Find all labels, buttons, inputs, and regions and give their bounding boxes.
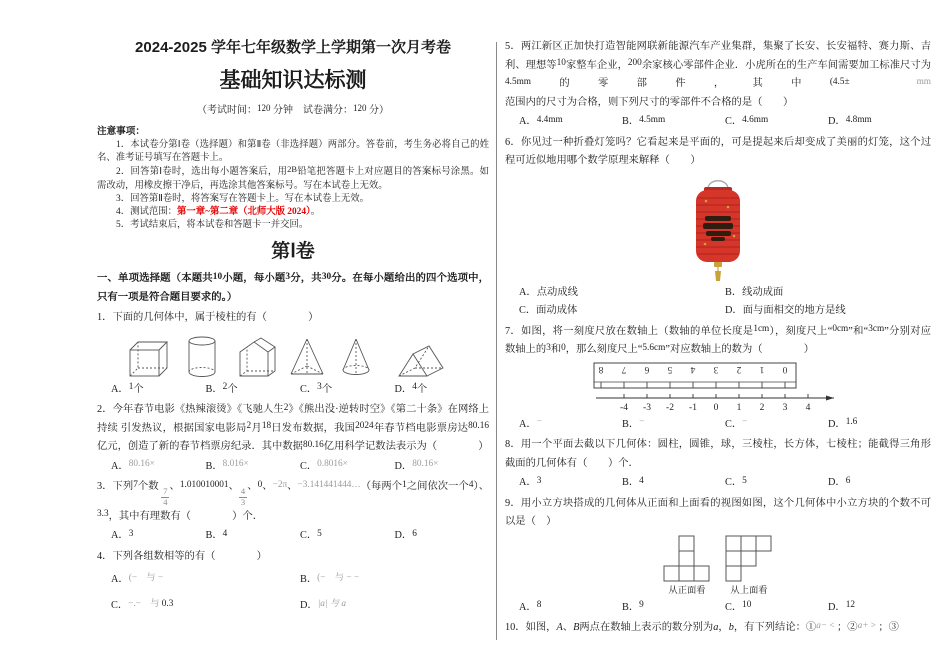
option-d: D．4个	[394, 382, 428, 395]
option-d: D．80.16×	[394, 459, 439, 472]
question-5-text: 5．两江新区正加快打造智能网联新能源汽车产业集群，集聚了长安、长安福特、赛力斯、吉利、理想等10家整车企业，200余家核心零部件企业．小虎所在的生产车间需要加工标准尺寸为4.5mm的零部件，其中(4.5± mm范围内的尺寸为合格，则下列尺寸的零部件不合格的是（ ）	[505, 41, 931, 108]
option-c: C．3个	[300, 382, 333, 395]
cylinder-icon	[189, 337, 215, 377]
right-column	[505, 38, 931, 639]
notice-item-3: 3．回答第Ⅱ卷时，将答案写在答题卡上。写在本试卷上无效。	[116, 193, 370, 204]
notice-item-4: 4．测试范围：第一章~第二章（北师大版 2024）。	[116, 207, 321, 218]
question-7-text: 7．如图，将一刻度尺放在数轴上（数轴的单位长度是1cm），刻度尺上“0cm”和“3cm”分别对应数轴上的3和0，那么刻度尺上“5.6cm”对应数轴上的数为（ ）	[505, 324, 931, 355]
option-a: A．4.4mm	[519, 114, 563, 127]
svg-text:-3: -3	[643, 402, 651, 413]
question-10	[505, 619, 931, 638]
option-a: A．点动成线	[519, 286, 578, 298]
option-b: B．4	[622, 475, 644, 488]
front-view	[663, 535, 711, 598]
cuboid-icon	[130, 342, 167, 376]
q1-solids-figure	[97, 330, 489, 380]
svg-text:4: 4	[690, 363, 696, 374]
section-instructions: 一、单项选择题（本题共10小题，每小题3分，共30分。在每小题给出的四个选项中，只有一项是符合题目要求的。）	[97, 271, 490, 303]
question-9-options	[519, 599, 931, 618]
top-view	[725, 535, 773, 598]
question-8-text: 8．用一个平面去截以下几何体：圆柱，圆锥，球，三棱柱，长方体，七棱柱；能截得三角形截面的几何体有（ ）个．	[505, 439, 931, 469]
question-3-options	[111, 527, 489, 546]
top-view-icon	[725, 535, 773, 583]
notice-item-2: 2．回答第Ⅰ卷时，选出每小题答案后，用2B铅笔把答题卡上对应题目的答案标号涂黑。如需改动，用橡皮擦干净后，再选涂其他答案标号。写在本试卷上无效。	[97, 163, 489, 191]
question-8-options	[519, 474, 931, 493]
option-c: C．4.6mm	[725, 114, 769, 127]
page-title: 2024-2025 学年七年级数学上学期第一次月考卷	[135, 39, 451, 56]
triangular-prism-icon	[399, 346, 443, 376]
exam-info: （考试时间：120 分钟 试卷满分：120 分）	[197, 102, 389, 116]
cone-icon	[343, 339, 369, 375]
option-c: C．−.− 与 0.3	[111, 598, 174, 612]
lantern-image	[678, 174, 758, 282]
svg-text:1: 1	[736, 402, 742, 413]
option-a: A．1个	[111, 382, 144, 395]
svg-text:3: 3	[713, 363, 719, 374]
option-d: D．6	[394, 528, 417, 542]
ruler-numberline-figure	[505, 361, 931, 415]
svg-text:4: 4	[805, 402, 811, 413]
option-d: D．6	[828, 475, 851, 488]
svg-text:3: 3	[782, 402, 788, 413]
option-b: B．−	[622, 417, 645, 430]
question-4-text: 4．下列各组数相等的有（ ）	[97, 550, 267, 562]
question-1-text: 1．下面的几何体中，属于棱柱的有（ ）	[97, 312, 319, 324]
question-10-text: 10．如图，A、B两点在数轴上表示的数分别为a，b，有下列结论：①a− < ；②a+ > ；③	[505, 620, 899, 633]
question-7	[505, 323, 931, 435]
number-line-icon	[596, 394, 834, 413]
question-2-options	[111, 458, 489, 477]
column-divider	[496, 42, 497, 640]
option-c: C．5	[300, 528, 322, 542]
question-3-text: 3．下列7个数 $\frac{7}{4}$ 、1.010010001、 $\frac{4}{3}$ 、0、−2π、−3.141441444…（每两个1之间依次一个4）、3.3，其中有理数有（ ）个．	[97, 479, 490, 522]
option-b: B．(− 与 − −	[300, 572, 360, 586]
svg-text:0: 0	[782, 363, 788, 374]
volume-title: 第Ⅰ卷	[271, 241, 315, 263]
svg-text:6: 6	[644, 363, 650, 374]
question-6-text: 6．你见过一种折叠灯笼吗？它看起来是平面的，可是提起来后却变成了美丽的灯笼，这个过程可近似地用哪个数学原理来解释（ ）	[505, 136, 931, 166]
question-5	[505, 38, 931, 132]
question-3	[97, 478, 489, 546]
notice-item-1: 1．本试卷分第Ⅰ卷（选择题）和第Ⅱ卷（非选择题）两部分。答卷前，考生务必将自己的姓名、准考证号填写在答题卡上。	[97, 140, 489, 164]
svg-text:2: 2	[759, 402, 765, 413]
notice-item-5: 5．考试结束后，将本试卷和答题卡一并交回。	[116, 220, 309, 231]
option-a: A．3	[111, 528, 134, 542]
option-a: A．(− 与 −	[111, 572, 164, 586]
svg-text:-1: -1	[689, 402, 697, 413]
svg-text:7: 7	[621, 363, 627, 374]
question-1-options	[111, 381, 489, 400]
question-8	[505, 436, 931, 493]
pentagonal-prism-icon	[240, 338, 275, 376]
option-b: B．9	[622, 600, 644, 613]
option-d: D．1.6	[828, 417, 858, 430]
svg-text:-4: -4	[620, 402, 628, 413]
pyramid-icon	[291, 339, 323, 374]
option-c: C．−	[725, 417, 748, 430]
option-b: B．线动成面	[725, 286, 784, 298]
question-9-text: 9．用小立方块搭成的几何体从正面和上面看的视图如图，这个几何体中小立方块的个数不可以是（ ）	[505, 497, 931, 527]
question-2	[97, 401, 489, 476]
option-c: C．10	[725, 600, 752, 613]
notices-label: 注意事项：	[97, 126, 145, 137]
question-2-text: 2．今年春节电影《热辣滚烫》《飞驰人生2》《熊出没·逆转时空》《第二十条》在网络上持续 引发热议，根据国家电影局2月18日发布数据，我国2024年春节档电影票房达80.16亿元，创造了新的春节档票房纪录．其中数据80.16亿用科学记数法表示为（ ）	[97, 402, 490, 453]
question-5-options	[519, 113, 931, 132]
option-b: B．4	[205, 528, 228, 542]
question-6	[505, 134, 931, 321]
option-b: B．8.016×	[205, 459, 249, 472]
lantern-figure	[505, 174, 931, 282]
question-1	[97, 309, 489, 399]
option-c: C．面动成体	[519, 305, 578, 316]
option-a: A．80.16×	[111, 459, 155, 472]
figure-caption: 从上面看	[730, 585, 768, 596]
question-9	[505, 495, 931, 618]
front-view-icon	[663, 535, 711, 583]
option-d: D．|a| 与 a	[300, 598, 346, 612]
svg-text:2: 2	[736, 363, 742, 374]
figure-caption: 从正面看	[668, 585, 706, 596]
question-6-options	[519, 284, 931, 321]
option-d: D．面与面相交的地方是线	[725, 305, 846, 316]
question-4-options	[111, 567, 489, 619]
option-a: A．8	[519, 600, 542, 613]
option-c: C．0.8016×	[300, 459, 348, 472]
option-a: A．−	[519, 417, 542, 430]
question-7-options	[519, 416, 931, 435]
exam-subtitle: 基础知识达标测	[219, 69, 367, 92]
option-a: A．3	[519, 475, 542, 488]
svg-text:-2: -2	[666, 402, 674, 413]
option-b: B．2个	[205, 382, 238, 395]
left-column	[97, 38, 489, 621]
ruler-icon	[594, 363, 796, 388]
option-d: D．12	[828, 600, 855, 613]
option-c: C．5	[725, 475, 747, 488]
svg-text:8: 8	[598, 363, 604, 374]
question-4	[97, 548, 489, 620]
svg-text:5: 5	[667, 363, 673, 374]
option-d: D．4.8mm	[828, 114, 872, 127]
option-b: B．4.5mm	[622, 114, 666, 127]
svg-text:0: 0	[713, 402, 719, 413]
svg-text:1: 1	[759, 363, 765, 374]
views-figure	[505, 535, 931, 598]
